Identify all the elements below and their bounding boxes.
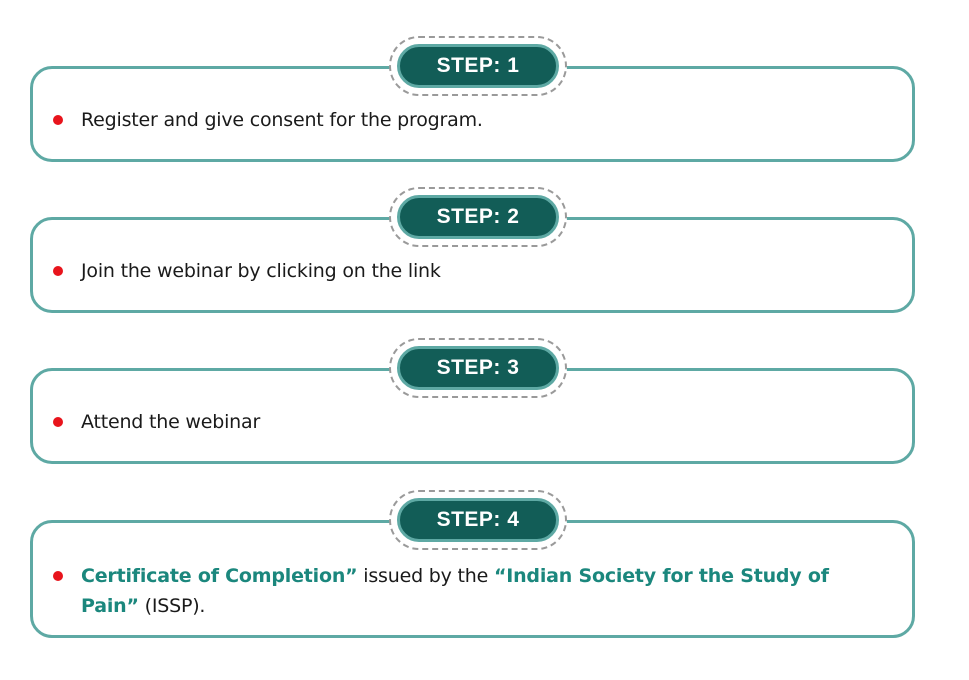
step-4-text-middle: issued by the [357,565,494,587]
bullet-icon [53,571,63,581]
bullet-icon [53,266,63,276]
step-3-badge: STEP: 3 [397,346,559,390]
step-1-text: Register and give consent for the program. [81,109,483,131]
step-2-badge: STEP: 2 [397,195,559,239]
bullet-icon [53,115,63,125]
step-4-text-end: (ISSP). [138,595,206,617]
step-2-badge-ring [389,187,567,247]
step-4-badge-ring [389,490,567,550]
step-3-badge-ring [389,338,567,398]
step-1-badge: STEP: 1 [397,44,559,88]
step-4-badge: STEP: 4 [397,498,559,542]
step-4-text [81,561,882,621]
issp-highlight: “Indian Society for the Study of Pain” [81,565,829,617]
step-3-text: Attend the webinar [81,411,261,433]
certificate-highlight: Certificate of Completion” [81,565,358,587]
bullet-icon [53,417,63,427]
step-1-badge-ring [389,36,567,96]
step-2-text: Join the webinar by clicking on the link [81,260,441,282]
